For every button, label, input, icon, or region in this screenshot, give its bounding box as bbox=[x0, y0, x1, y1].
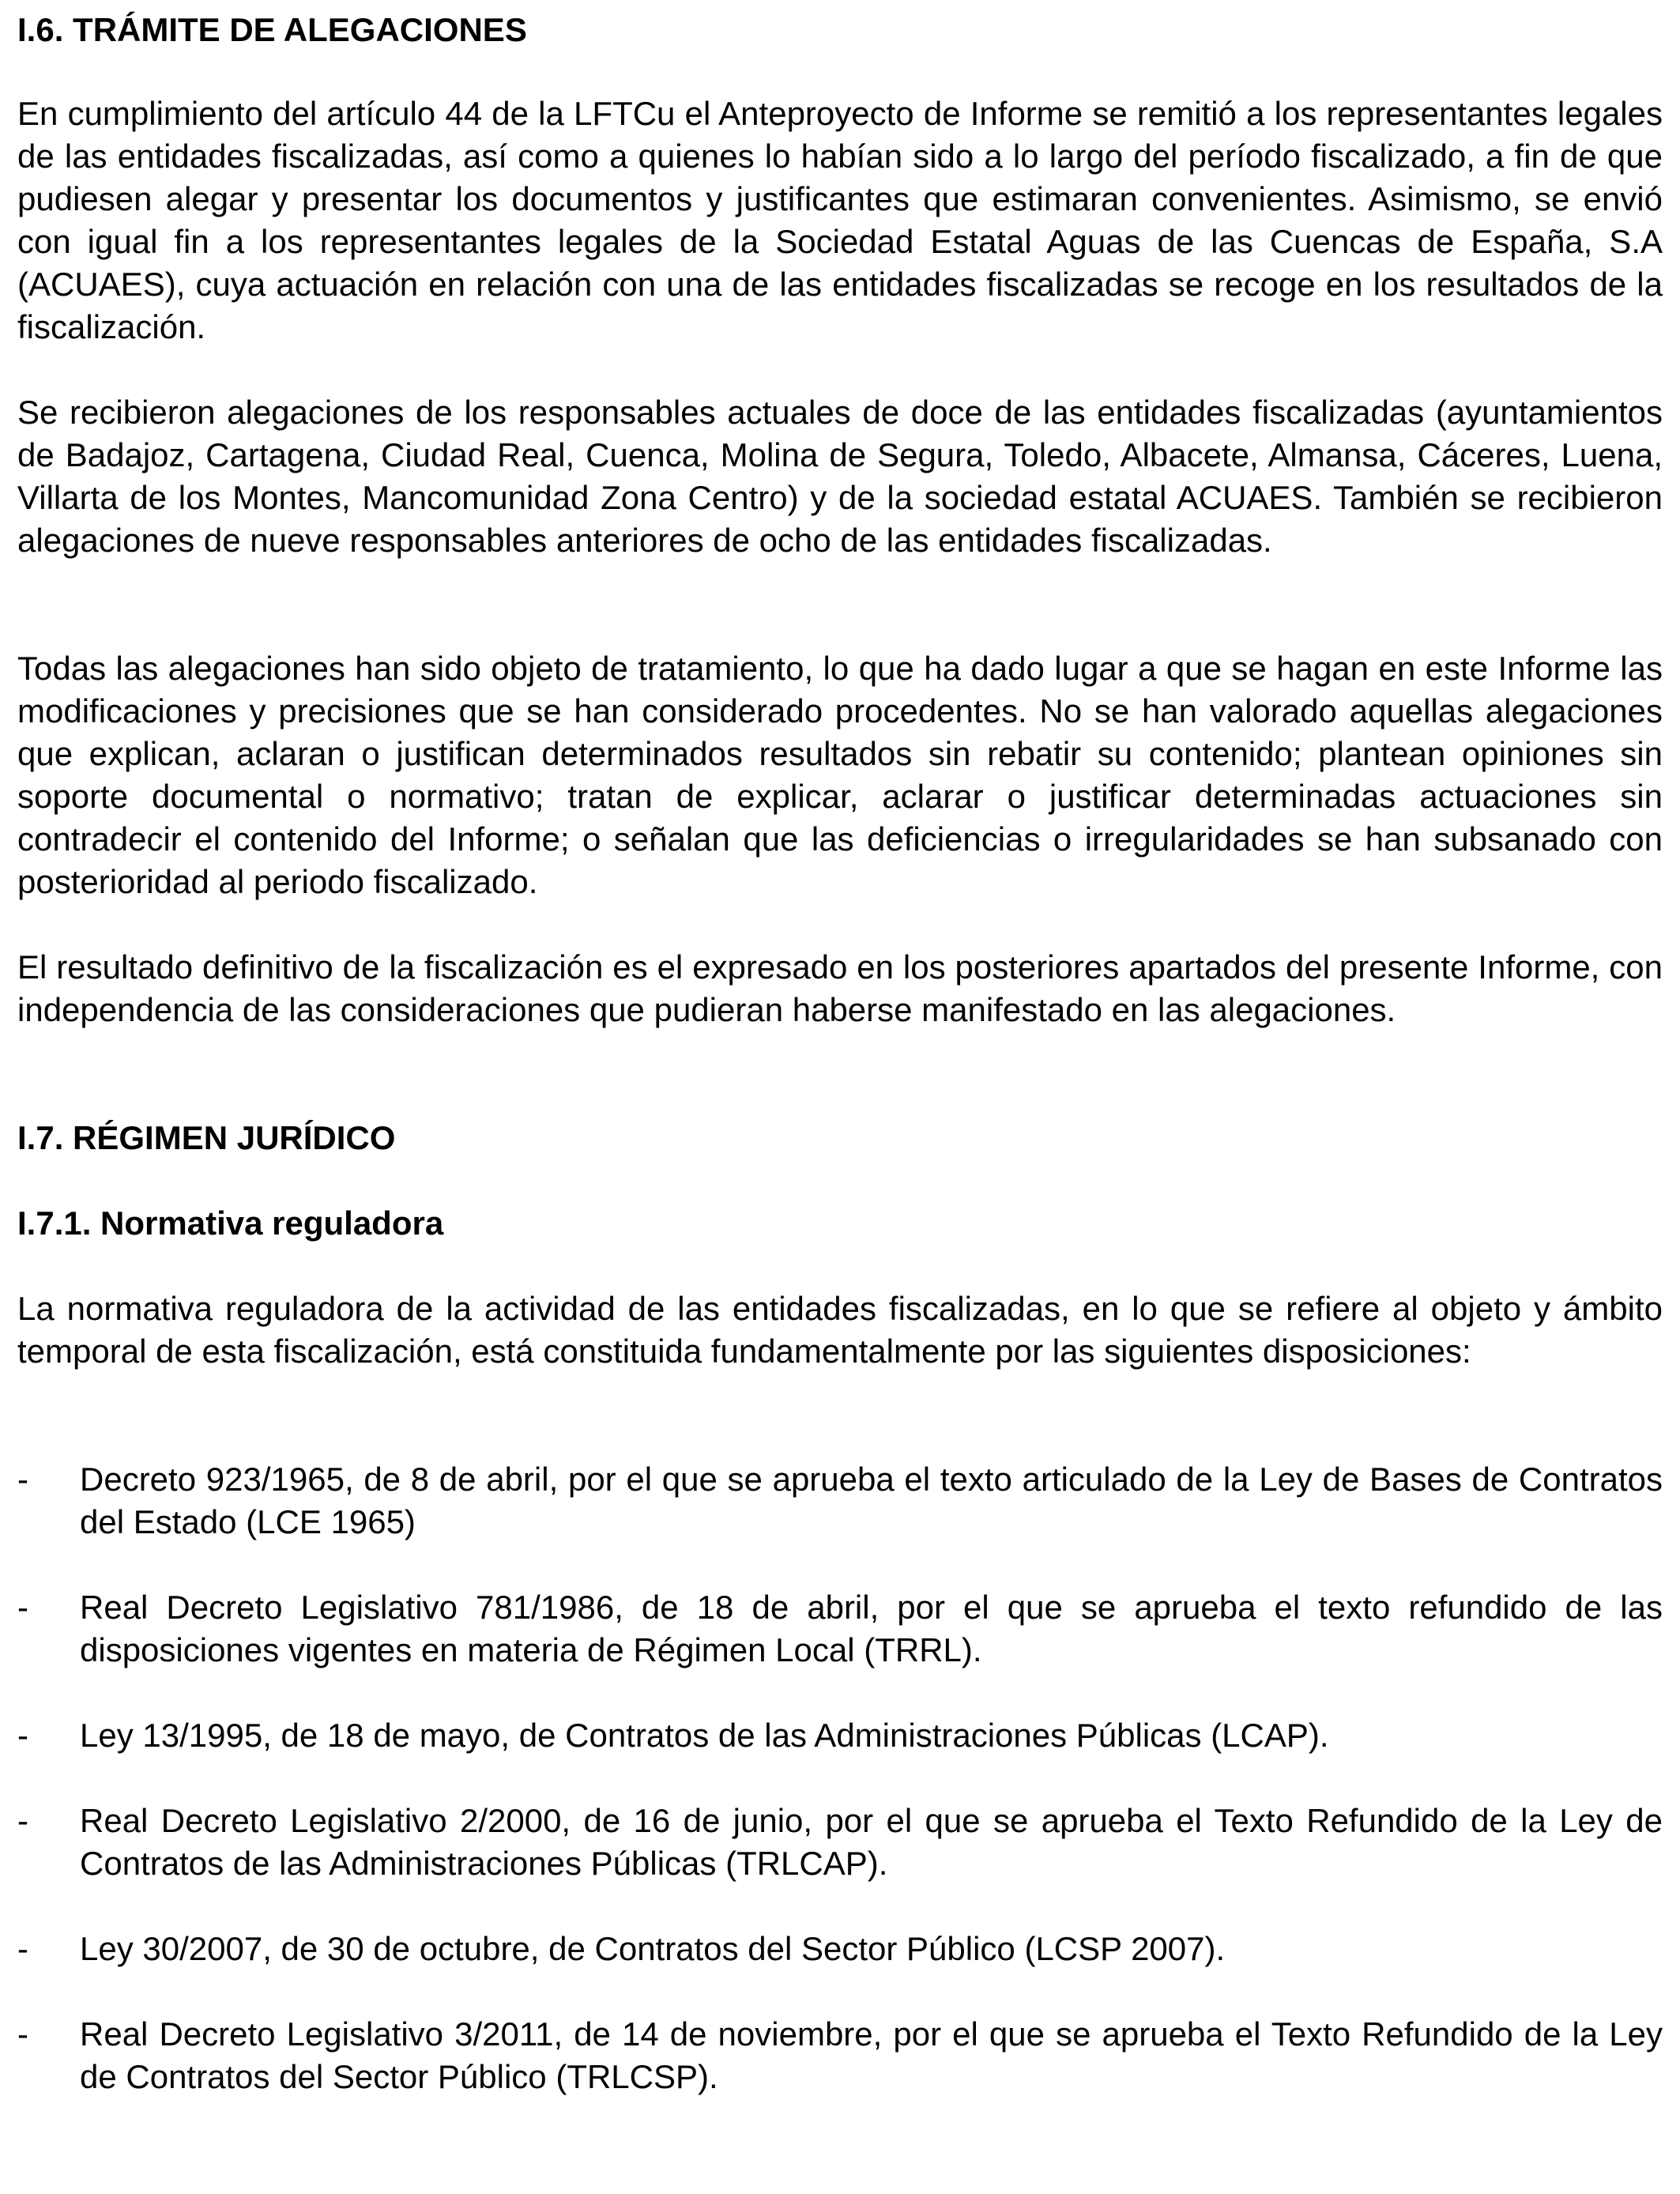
section-title-regimen-juridico: I.7. RÉGIMEN JURÍDICO bbox=[17, 1119, 396, 1156]
paragraph-alegaciones-recibidas: Se recibieron alegaciones de los responsables actuales de doce de las entidades fiscalizadas (ayuntamientos de Badajoz, Cartagena, Ciudad Real, Cuenca, Molina de Segura, Toledo, Albacete, Almansa, Cáceres, Luena, Villarta de los Montes, Mancomunidad Zona Centro) y de la sociedad estatal ACUAES. También se recibieron alegaciones de nueve responsables anteriores de ocho de las entidades fiscalizadas. bbox=[17, 394, 1663, 559]
list-item-decreto-923-1965 bbox=[17, 1458, 1663, 1544]
paragraph-resultado-definitivo: El resultado definitivo de la fiscalización es el expresado en los posteriores apartados del presente Informe, con independencia de las consideraciones que pudieran haberse manifestado en las alegaciones. bbox=[17, 948, 1663, 1028]
list-item-rdl-2-2000 bbox=[17, 1800, 1663, 1885]
list-bullet: - bbox=[17, 1461, 28, 1498]
paragraph-cumplimiento: En cumplimiento del artículo 44 de la LFTCu el Anteproyecto de Informe se remitió a los representantes legales de las entidades fiscalizadas, así como a quienes lo habían sido a lo largo del período fiscalizado, a fin de que pudiesen alegar y presentar los documentos y justificantes que estimaran convenientes. Asimismo, se envió con igual fin a los representantes legales de la Sociedad Estatal Aguas de las Cuencas de España, S.A (ACUAES), cuya actuación en relación con una de las entidades fiscalizadas se recoge en los resultados de la fiscalización. bbox=[17, 95, 1663, 345]
list-item-ley-13-1995 bbox=[17, 1714, 1663, 1757]
list-item-text: Ley 30/2007, de 30 de octubre, de Contratos del Sector Público (LCSP 2007). bbox=[80, 1930, 1226, 1967]
paragraph-normativa-intro: La normativa reguladora de la actividad de las entidades fiscalizadas, en lo que se refiere al objeto y ámbito temporal de esta fiscalización, está constituida fundamentalmente por las siguientes disposiciones: bbox=[17, 1290, 1663, 1370]
list-item-rdl-781-1986 bbox=[17, 1586, 1663, 1672]
list-bullet: - bbox=[17, 1589, 28, 1626]
list-item-text: Real Decreto Legislativo 781/1986, de 18 de abril, por el que se aprueba el texto refundido de las disposiciones vigentes en materia de Régimen Local (TRRL). bbox=[80, 1589, 1663, 1668]
list-item-text: Real Decreto Legislativo 2/2000, de 16 de junio, por el que se aprueba el Texto Refundido de la Ley de Contratos de las Administraciones Públicas (TRLCAP). bbox=[80, 1802, 1663, 1882]
list-item-rdl-3-2011 bbox=[17, 2013, 1663, 2098]
paragraph-tratamiento: Todas las alegaciones han sido objeto de tratamiento, lo que ha dado lugar a que se hagan en este Informe las modificaciones y precisiones que se han considerado procedentes. No se han valorado aquellas alegaciones que explican, aclaran o justifican determinados resultados sin rebatir su contenido; plantean opiniones sin soporte documental o normativo; tratan de explicar, aclarar o justificar determinadas actuaciones sin contradecir el contenido del Informe; o señalan que las deficiencias o irregularidades se han subsanado con posterioridad al periodo fiscalizado. bbox=[17, 650, 1663, 900]
list-item-ley-30-2007 bbox=[17, 1928, 1663, 1970]
subsection-title-normativa-reguladora: I.7.1. Normativa reguladora bbox=[17, 1204, 444, 1242]
list-item-text: Real Decreto Legislativo 3/2011, de 14 de noviembre, por el que se aprueba el Texto Refundido de la Ley de Contratos del Sector Público (TRLCSP). bbox=[80, 2015, 1663, 2095]
list-bullet: - bbox=[17, 1802, 28, 1839]
section-title-tramite-alegaciones: I.6. TRÁMITE DE ALEGACIONES bbox=[17, 11, 527, 48]
list-bullet: - bbox=[17, 1930, 28, 1967]
list-item-text: Decreto 923/1965, de 8 de abril, por el que se aprueba el texto articulado de la Ley de Bases de Contratos del Estado (LCE 1965) bbox=[80, 1461, 1663, 1540]
list-bullet: - bbox=[17, 1717, 28, 1754]
list-bullet: - bbox=[17, 2015, 28, 2053]
list-item-text: Ley 13/1995, de 18 de mayo, de Contratos de las Administraciones Públicas (LCAP). bbox=[80, 1717, 1329, 1754]
